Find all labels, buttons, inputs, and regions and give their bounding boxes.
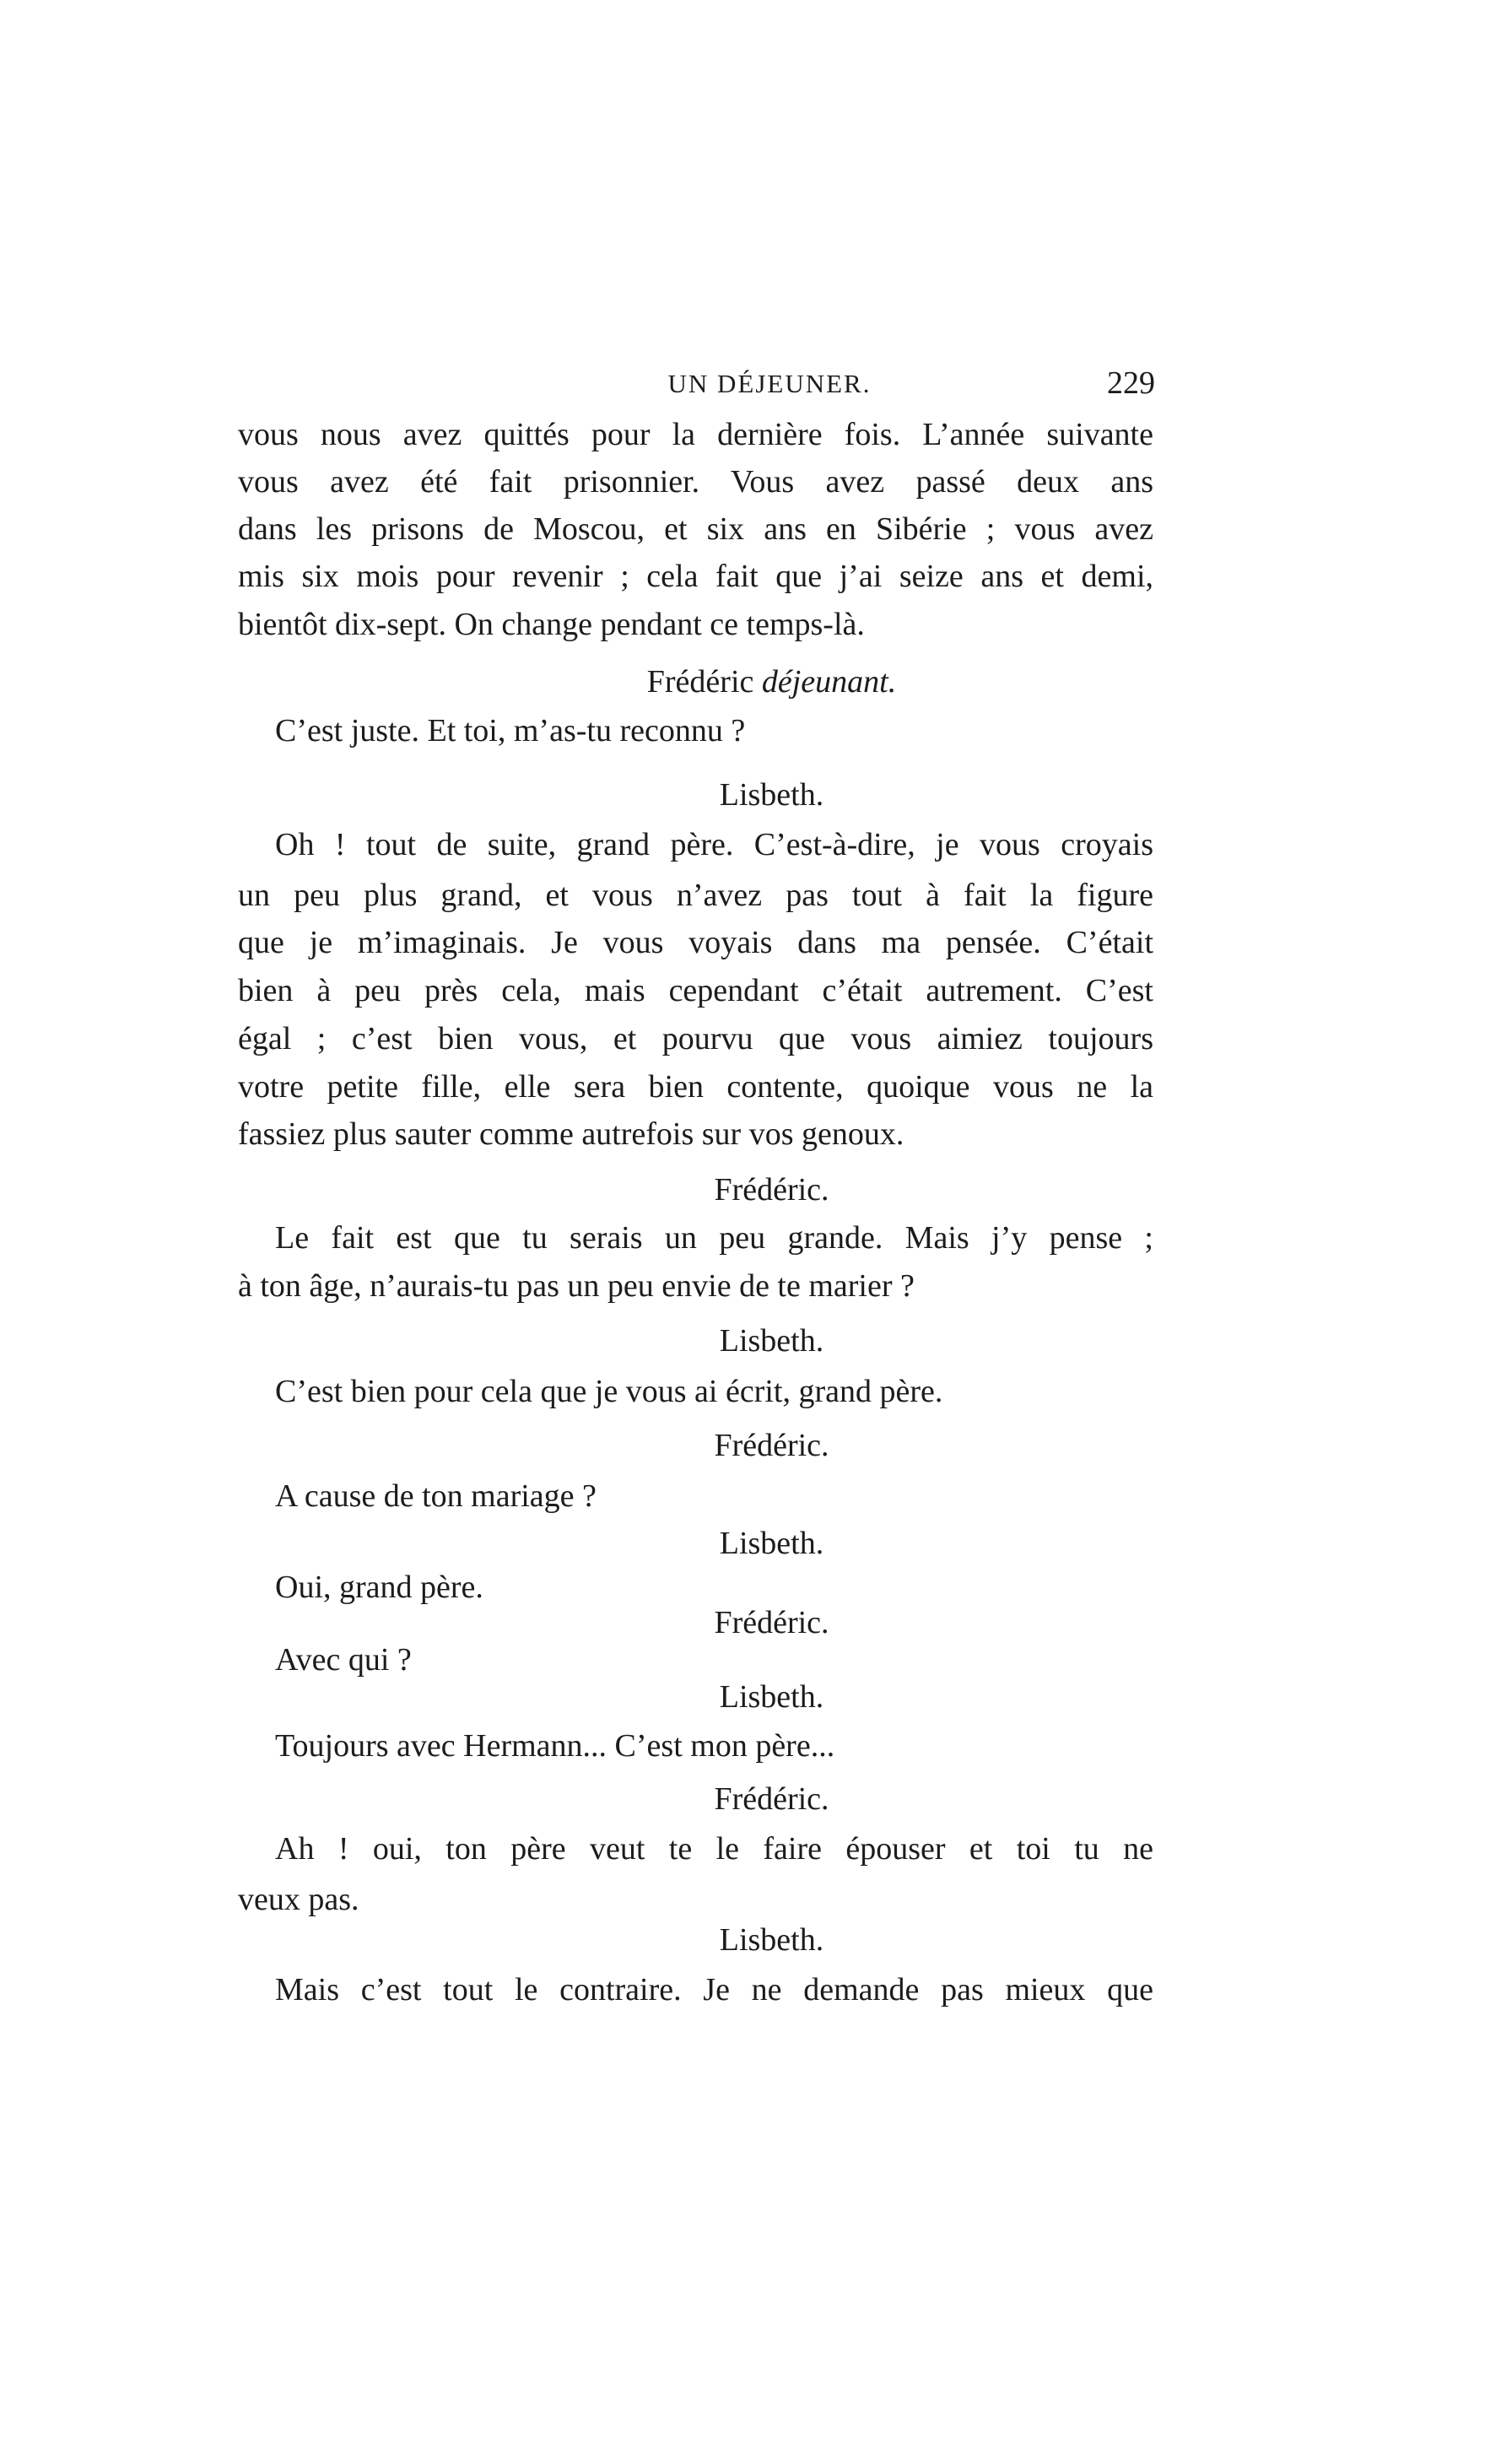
stage-direction: déjeunant. <box>761 664 897 700</box>
text-line: bientôt dix-sept. On change pendant ce temps-là. <box>238 607 865 642</box>
text-line: Avec qui ? <box>275 1642 412 1678</box>
running-header <box>0 369 1501 399</box>
speaker-name: Frédéric. <box>714 1781 829 1817</box>
text-line: fassiez plus sauter comme autrefois sur vos genoux. <box>238 1116 904 1152</box>
text-line: dans les prisons de Moscou, et six ans en Sibérie ; vous avez <box>238 511 1153 547</box>
speaker-with-direction <box>0 666 1501 698</box>
speaker-name: Frédéric. <box>714 1605 829 1640</box>
text-line: Mais c’est tout le contraire. Je ne demande pas mieux que <box>275 1972 1153 2007</box>
text-line: bien à peu près cela, mais cependant c’était autrement. C’est <box>238 973 1153 1008</box>
text-line: Ah ! oui, ton père veut te le faire épouser et toi tu ne <box>275 1831 1153 1867</box>
text-line: A cause de ton mariage ? <box>275 1478 597 1514</box>
text-line: Le fait est que tu serais un peu grande. Mais j’y pense ; <box>275 1220 1153 1256</box>
page-number: 229 <box>1107 365 1155 401</box>
text-line: Oh ! tout de suite, grand père. C’est-à-dire, je vous croyais <box>275 827 1153 862</box>
text-line: Toujours avec Hermann... C’est mon père... <box>275 1728 835 1764</box>
running-header-title: UN DÉJEUNER. <box>667 369 872 398</box>
speaker-name: Frédéric. <box>714 1172 829 1208</box>
speaker-name: Lisbeth. <box>719 777 824 813</box>
text-line: un peu plus grand, et vous n’avez pas tout à fait la figure <box>238 878 1153 913</box>
text-line: que je m’imaginais. Je vous voyais dans ma pensée. C’était <box>238 925 1153 960</box>
text-line: Oui, grand père. <box>275 1570 483 1605</box>
text-line: C’est bien pour cela que je vous ai écrit, grand père. <box>275 1374 943 1409</box>
speaker-name: Frédéric <box>646 664 754 700</box>
text-line: à ton âge, n’aurais-tu pas un peu envie de te marier ? <box>238 1268 915 1304</box>
text-line: mis six mois pour revenir ; cela fait que j’ai seize ans et demi, <box>238 559 1153 594</box>
text-line: égal ; c’est bien vous, et pourvu que vous aimiez toujours <box>238 1021 1153 1056</box>
speaker-name: Lisbeth. <box>719 1323 824 1359</box>
speaker-name: Lisbeth. <box>719 1922 824 1958</box>
speaker-name: Lisbeth. <box>719 1526 824 1561</box>
text-line: veux pas. <box>238 1882 359 1917</box>
speaker-name: Frédéric. <box>714 1428 829 1463</box>
text-line: vous avez été fait prisonnier. Vous avez passé deux ans <box>238 464 1153 500</box>
text-line: votre petite fille, elle sera bien contente, quoique vous ne la <box>238 1069 1153 1105</box>
speaker-name: Lisbeth. <box>719 1679 824 1715</box>
text-line: vous nous avez quittés pour la dernière fois. L’année suivante <box>238 417 1153 452</box>
text-line: C’est juste. Et toi, m’as-tu reconnu ? <box>275 713 746 748</box>
